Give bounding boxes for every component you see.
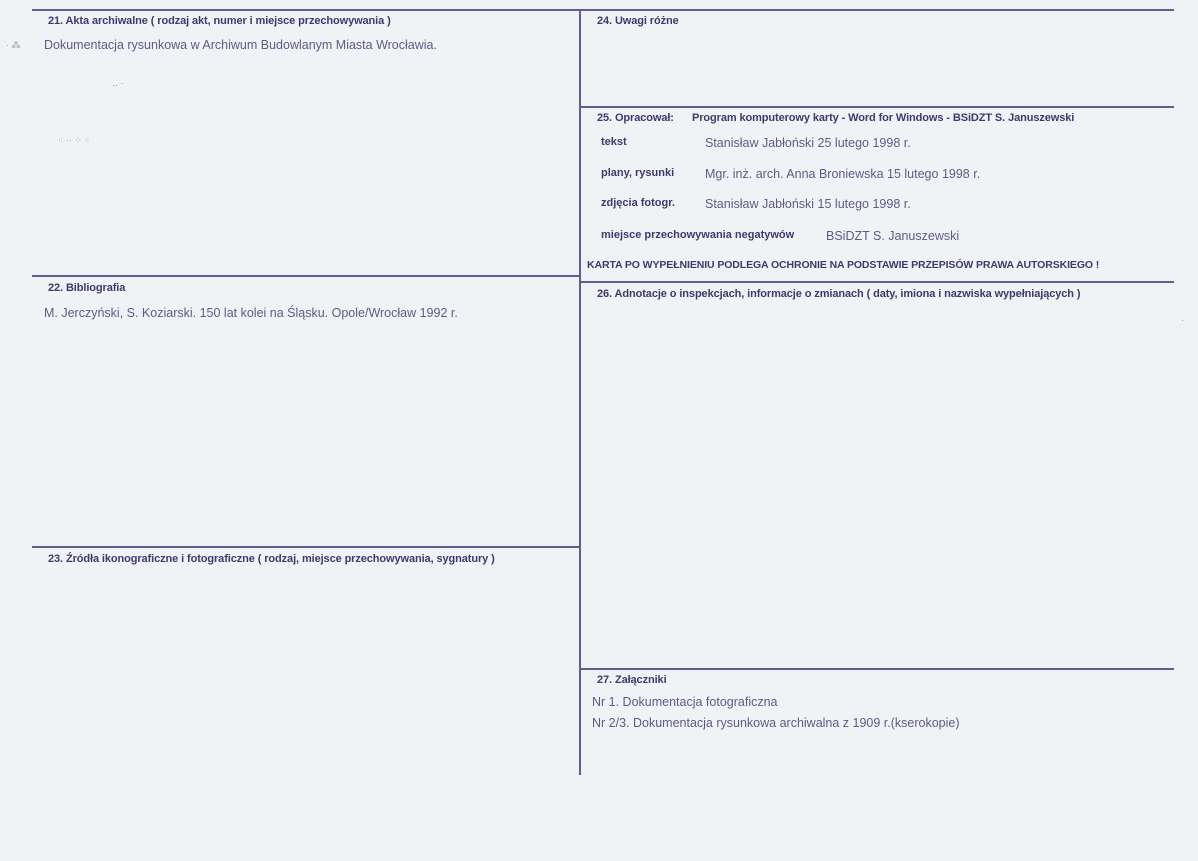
rule-22-23 [32, 546, 580, 548]
copyright-notice: KARTA PO WYPEŁNIENIU PODLEGA OCHRONIE NA PODSTAWIE PRZEPISÓW PRAWA AUTORSKIEGO ! [587, 259, 1100, 271]
top-rule [32, 9, 1174, 11]
scan-speck: ⁖ ·· ⁘ ⁖ [58, 135, 90, 145]
attachment-item-1: Nr 1. Dokumentacja fotograficzna [592, 695, 778, 709]
vertical-divider [579, 9, 581, 775]
section-22-header: 22. Bibliografia [48, 282, 126, 294]
row-label-plany: plany, rysunki [601, 167, 675, 179]
section-21-header: 21. Akta archiwalne ( rodzaj akt, numer i miejsce przechowywania ) [48, 15, 391, 27]
section-23-header: 23. Źródła ikonograficzne i fotograficzne ( rodzaj, miejsce przechowywania, sygnatury ) [48, 553, 495, 565]
section-25-program: Program komputerowy karty - Word for Windows - BSiDZT S. Januszewski [692, 112, 1075, 124]
rule-26-27 [580, 668, 1174, 670]
section-24-header: 24. Uwagi różne [597, 15, 679, 27]
row-label-zdjecia: zdjęcia fotogr. [601, 197, 675, 209]
section-25-header: 25. Opracował: [597, 112, 674, 124]
rule-21-22 [32, 275, 580, 277]
row-label-tekst: tekst [601, 136, 627, 148]
rule-25-26 [580, 281, 1174, 283]
row-value-plany: Mgr. inż. arch. Anna Broniewska 15 lutego 1998 r. [705, 167, 981, 181]
scan-speck: ‥ · [112, 78, 124, 88]
row-value-tekst: Stanisław Jabłoński 25 lutego 1998 r. [705, 136, 911, 150]
section-26-header: 26. Adnotacje o inspekcjach, informacje o zmianach ( daty, imiona i nazwiska wypełniających ) [597, 288, 1081, 300]
row-value-zdjecia: Stanisław Jabłoński 15 lutego 1998 r. [705, 197, 911, 211]
rule-24-25 [580, 106, 1174, 108]
scan-speck: · [1181, 315, 1184, 325]
attachment-item-2: Nr 2/3. Dokumentacja rysunkowa archiwalna z 1909 r.(kserokopie) [592, 716, 960, 730]
scan-speck: · ⁂ [6, 40, 21, 50]
row-value-negatywy: BSiDZT S. Januszewski [826, 229, 960, 243]
row-label-negatywy: miejsce przechowywania negatywów [601, 229, 795, 241]
section-21-text: Dokumentacja rysunkowa w Archiwum Budowlanym Miasta Wrocławia. [44, 38, 437, 52]
section-27-header: 27. Załączniki [597, 674, 667, 686]
section-22-text: M. Jerczyński, S. Koziarski. 150 lat kolei na Śląsku. Opole/Wrocław 1992 r. [44, 306, 458, 320]
